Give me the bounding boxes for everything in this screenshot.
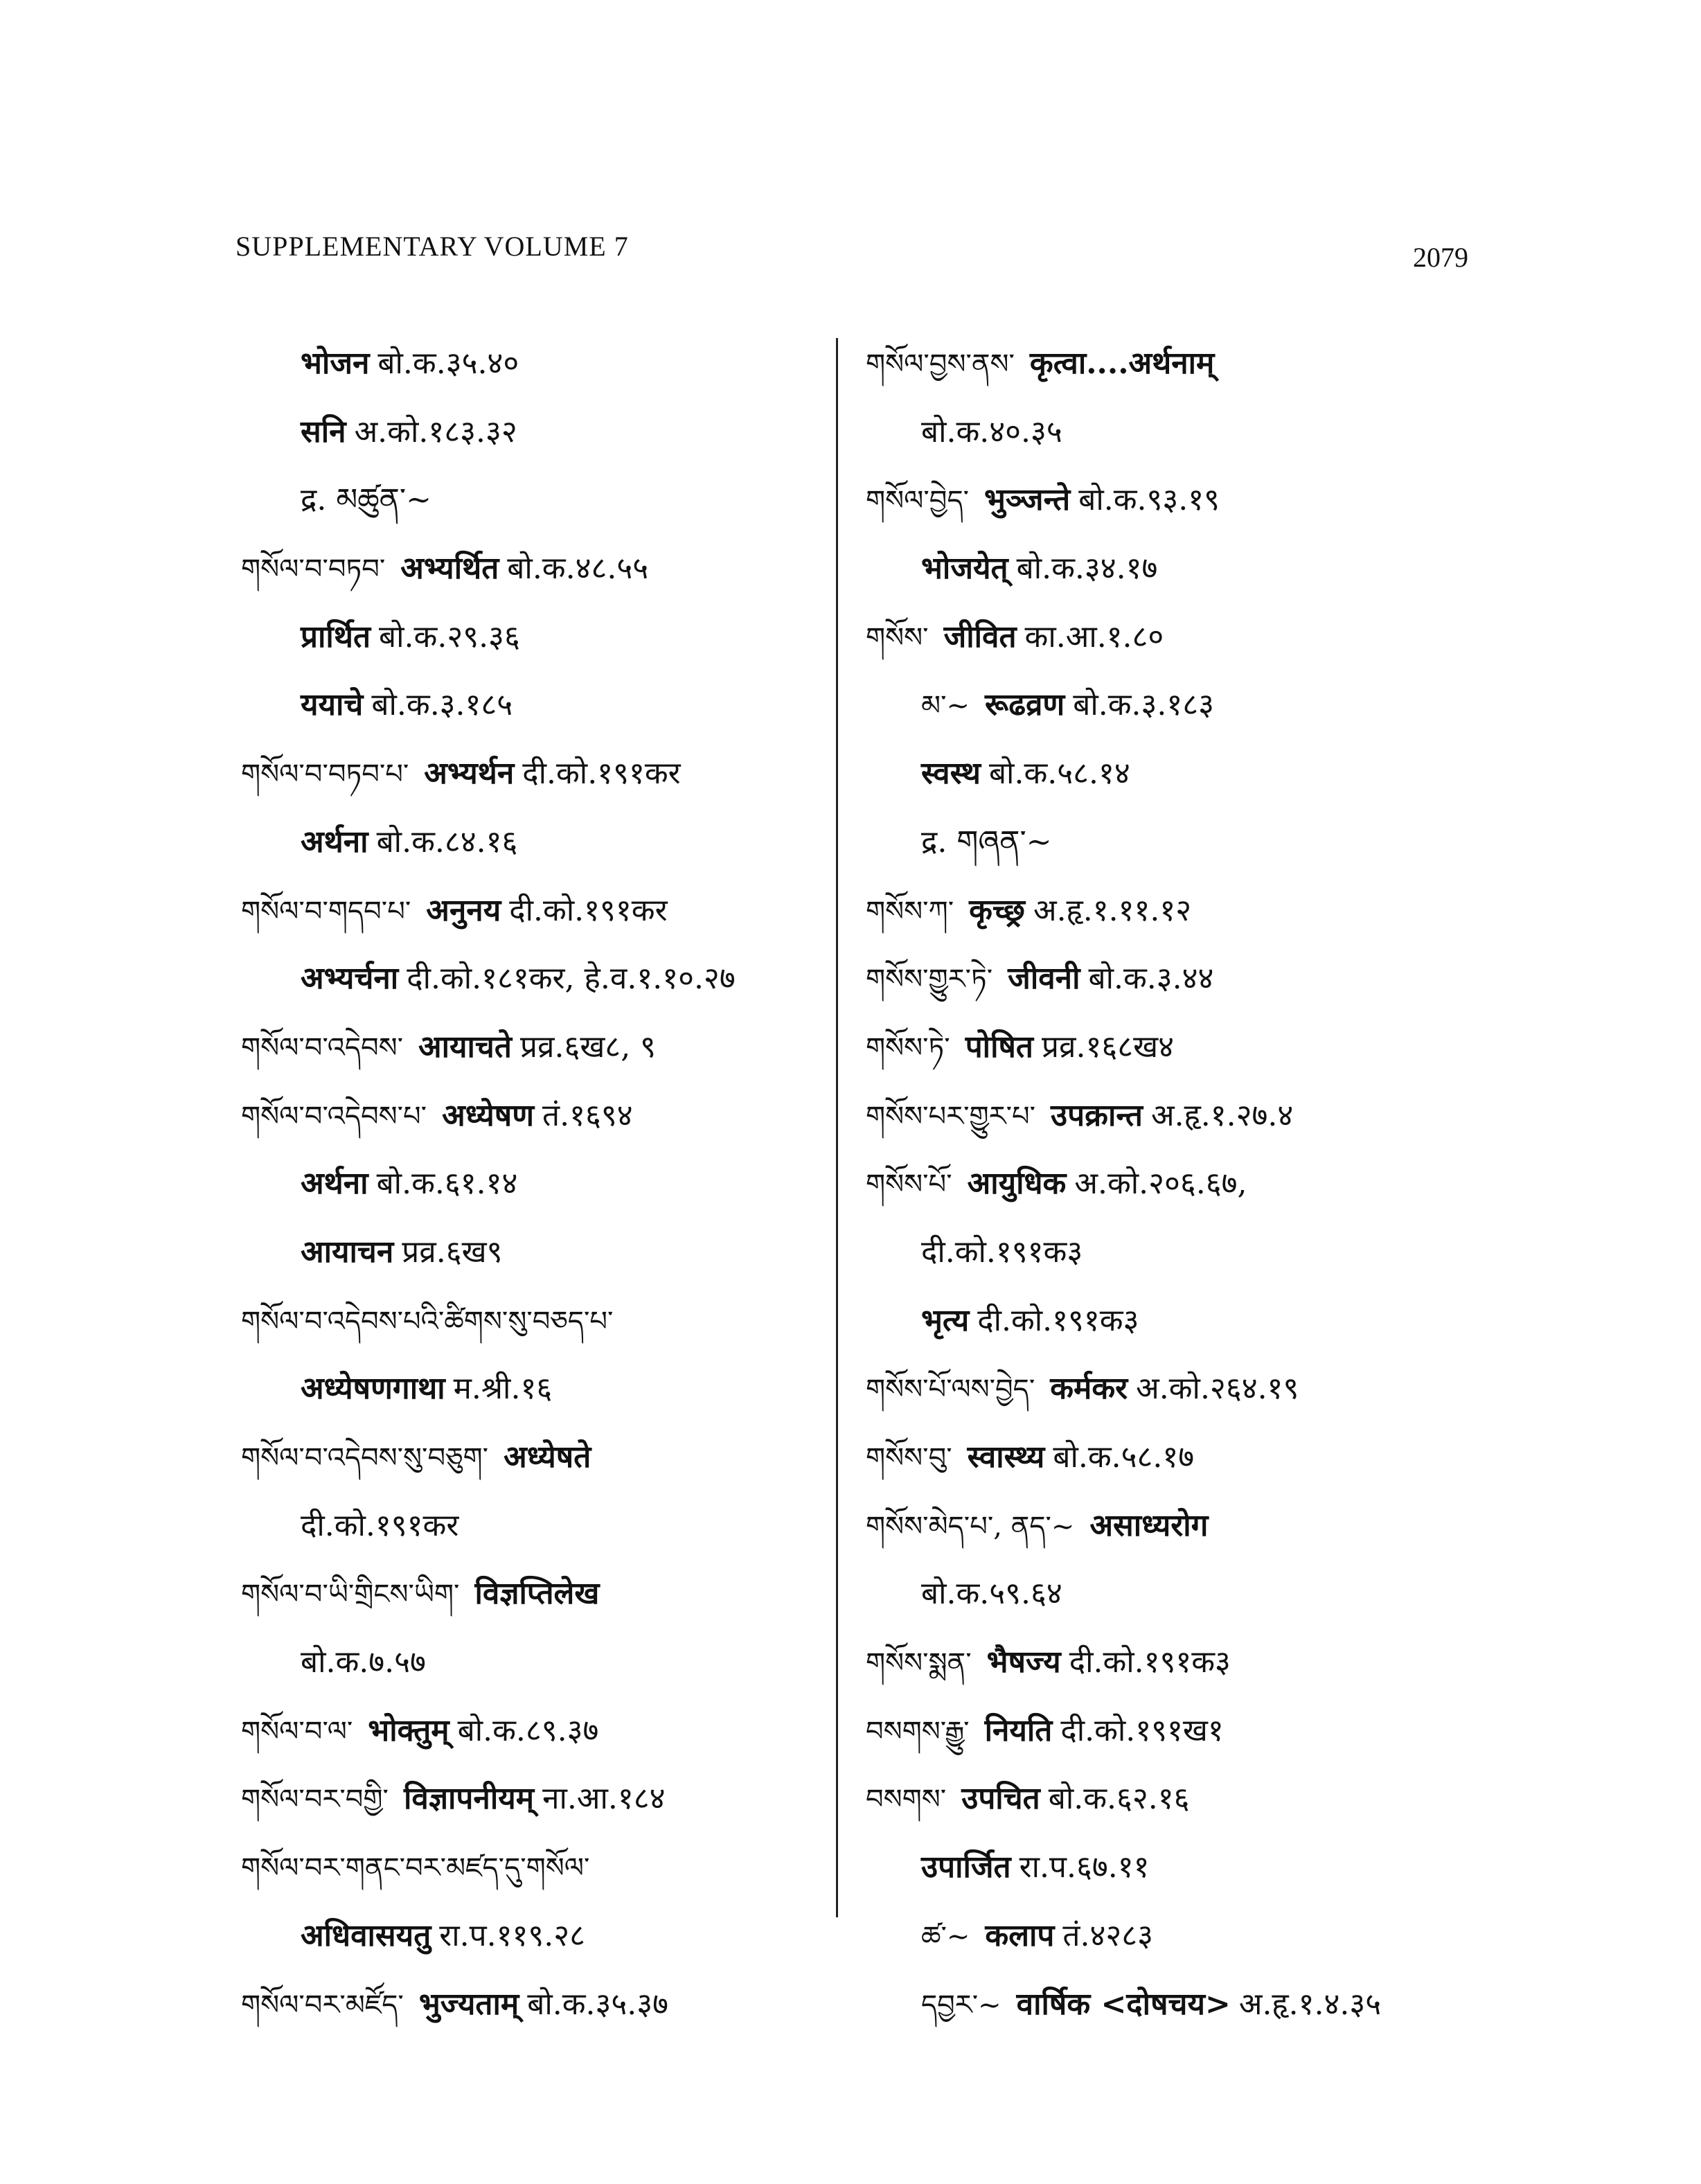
dictionary-entry xyxy=(241,1218,823,1287)
source-reference: बो.क.३.१८५ xyxy=(371,687,513,723)
tibetan-headword: གསོལ་བ་འདེབས་པའི་ཚིགས་སུ་བཅད་པ་ xyxy=(241,1305,614,1338)
source-reference: बो.क.३४.१७ xyxy=(1016,551,1158,587)
sanskrit-equivalent: कृच्छ्र xyxy=(969,892,1025,928)
sanskrit-equivalent: जीवित xyxy=(943,619,1017,655)
tibetan-headword: གསོལ་བ་འདེབས་སུ་བཅུག་ xyxy=(241,1442,489,1474)
dictionary-entry xyxy=(241,1013,823,1082)
dictionary-entry xyxy=(866,1492,1461,1561)
dictionary-entry xyxy=(241,1423,823,1492)
dictionary-entry xyxy=(866,1560,1461,1628)
tibetan-headword: དབྱར་~ xyxy=(921,1989,1001,2021)
dictionary-entry xyxy=(866,945,1461,1013)
tibetan-headword: གསོས་པོ་ལས་བྱེད་ xyxy=(866,1374,1035,1406)
tibetan-headword: གསོལ་བ་བཏབ་པ་ xyxy=(241,758,409,791)
sanskrit-equivalent: कर्मकर xyxy=(1050,1371,1128,1407)
dictionary-entry xyxy=(866,808,1461,877)
source-reference: का.आ.१.८० xyxy=(1024,619,1164,655)
source-reference: अ.हृ.१.२७.४ xyxy=(1150,1097,1294,1133)
source-reference: ना.आ.१८४ xyxy=(542,1781,666,1817)
source-reference: प्रव्र.१६८ख४ xyxy=(1041,1029,1174,1065)
sanskrit-equivalent: भोजन xyxy=(301,346,370,381)
dictionary-entry xyxy=(866,1628,1461,1697)
source-reference: रा.प.६७.११ xyxy=(1019,1849,1150,1885)
dictionary-entry xyxy=(241,740,823,808)
dictionary-entry xyxy=(866,330,1461,398)
sanskrit-equivalent: भैषज्य xyxy=(986,1644,1061,1680)
tibetan-headword: གསོལ་བ་བཏབ་ xyxy=(241,553,386,586)
dictionary-entry xyxy=(241,1628,823,1697)
sanskrit-equivalent: अध्येषण xyxy=(442,1097,535,1133)
source-reference: बो.क.३५.३७ xyxy=(527,1986,669,2022)
dictionary-entry xyxy=(241,330,823,398)
source-reference: अ.को.१८३.३२ xyxy=(354,414,517,450)
sanskrit-equivalent: अर्थना xyxy=(301,1166,368,1202)
source-reference: प्रव्र.६ख८, ९ xyxy=(519,1029,657,1065)
source-reference: दी.को.१९१कर xyxy=(509,892,668,928)
sanskrit-equivalent: अभ्यर्चना xyxy=(301,961,399,997)
dictionary-entry xyxy=(866,1902,1461,1971)
sanskrit-equivalent: आयाचते xyxy=(418,1029,512,1065)
source-reference: बो.क.५८.१७ xyxy=(1053,1439,1195,1475)
sanskrit-equivalent: पोषित xyxy=(965,1029,1033,1065)
dictionary-entry xyxy=(866,535,1461,603)
tibetan-headword: གསོས་བུ་ xyxy=(866,1442,952,1474)
sanskrit-equivalent: उपक्रान्त xyxy=(1051,1097,1143,1133)
dictionary-entry xyxy=(241,1971,823,2039)
source-reference: अ.को.२०६.६७, xyxy=(1074,1166,1247,1202)
sanskrit-equivalent: अध्येषणगाथा xyxy=(301,1371,445,1407)
dictionary-entry xyxy=(241,877,823,945)
sanskrit-equivalent: अधिवासयतु xyxy=(301,1917,431,1953)
tibetan-headword: གསོས་པར་གྱུར་པ་ xyxy=(866,1100,1036,1133)
source-reference: बो.क.३.१८३ xyxy=(1073,687,1215,723)
sanskrit-equivalent: अध्येषते xyxy=(504,1439,591,1475)
dictionary-entry xyxy=(866,1697,1461,1766)
source-reference: प्रव्र.६ख९ xyxy=(402,1234,503,1270)
sanskrit-equivalent: भुञ्जन्ते xyxy=(984,482,1071,518)
dictionary-entry xyxy=(241,1834,823,1902)
sanskrit-equivalent: स्वास्थ्य xyxy=(967,1439,1045,1475)
sanskrit-equivalent: कलाप xyxy=(985,1917,1055,1953)
tibetan-headword: གསོས་ཀ་ xyxy=(866,895,954,927)
tibetan-headword: གསོལ་བ་འདེབས་ xyxy=(241,1031,404,1064)
dictionary-entry xyxy=(241,603,823,672)
column-divider xyxy=(836,338,838,1917)
tibetan-headword: གསོས་ཏེ་ xyxy=(866,1031,950,1064)
dictionary-entry xyxy=(866,466,1461,535)
source-reference: द्र. གཞན་~ xyxy=(921,824,1052,860)
tibetan-headword: གསོས་མེད་པ་, ནད་~ xyxy=(866,1510,1075,1543)
sanskrit-equivalent: भोक्तुम् xyxy=(368,1712,449,1748)
sanskrit-equivalent: ययाचे xyxy=(301,687,364,723)
tibetan-headword: གསོལ་བར་བགྱི་ xyxy=(241,1784,389,1816)
running-title: SUPPLEMENTARY VOLUME 7 xyxy=(235,231,629,262)
sanskrit-equivalent: नियति xyxy=(984,1712,1053,1748)
sanskrit-equivalent: प्रार्थित xyxy=(301,619,371,655)
sanskrit-equivalent: अभ्यर्थित xyxy=(400,551,499,587)
dictionary-entry xyxy=(241,1560,823,1628)
tibetan-headword: གསོལ་བ་འདེབས་པ་ xyxy=(241,1100,427,1133)
source-reference: बो.क.४०.३५ xyxy=(921,414,1062,450)
tibetan-headword: གསོས་གྱུར་ཏེ་ xyxy=(866,964,993,996)
source-reference: बो.क.३.४४ xyxy=(1088,961,1214,997)
sanskrit-equivalent: उपचित xyxy=(961,1781,1040,1817)
tibetan-headword: གསོལ་བ་གདབ་པ་ xyxy=(241,895,411,927)
source-reference: बो.क.५९.६४ xyxy=(921,1576,1062,1612)
left-column xyxy=(241,330,823,2039)
page-number: 2079 xyxy=(1413,242,1468,273)
source-reference: बो.क.६१.१४ xyxy=(376,1166,518,1202)
source-reference: तं.१६९४ xyxy=(542,1097,633,1133)
dictionary-entry xyxy=(866,1150,1461,1218)
dictionary-entry xyxy=(241,398,823,467)
source-reference: बो.क.७.५७ xyxy=(301,1644,426,1680)
sanskrit-equivalent: अर्थना xyxy=(301,824,368,860)
source-reference: रा.प.११९.२८ xyxy=(439,1917,586,1953)
source-reference: दी.को.१९१क३ xyxy=(921,1234,1083,1270)
dictionary-entry xyxy=(241,1902,823,1971)
dictionary-entry xyxy=(241,1150,823,1218)
dictionary-entry xyxy=(866,877,1461,945)
source-reference: दी.को.१९१कर xyxy=(301,1507,459,1543)
dictionary-entry xyxy=(866,398,1461,467)
dictionary-entry xyxy=(241,1492,823,1561)
dictionary-entry xyxy=(866,1765,1461,1834)
dictionary-entry xyxy=(241,466,823,535)
source-reference: बो.क.५८.१४ xyxy=(988,756,1130,792)
sanskrit-equivalent: अभ्यर्थन xyxy=(424,756,515,792)
source-reference: अ.हृ.१.४.३५ xyxy=(1238,1986,1382,2022)
dictionary-entry xyxy=(866,1355,1461,1423)
dictionary-entry xyxy=(241,1765,823,1834)
dictionary-entry xyxy=(866,740,1461,808)
dictionary-entry xyxy=(241,1287,823,1356)
dictionary-entry xyxy=(241,535,823,603)
tibetan-headword: གསོལ་བྱེད་ xyxy=(866,485,969,517)
sanskrit-equivalent: उपार्जित xyxy=(921,1849,1011,1885)
source-reference: बो.क.९३.१९ xyxy=(1078,482,1220,518)
tibetan-headword: གསོལ་བར་གནང་བར་མཛད་དུ་གསོལ་ xyxy=(241,1852,590,1885)
sanskrit-equivalent: सनि xyxy=(301,414,346,450)
dictionary-entry xyxy=(241,1082,823,1151)
dictionary-entry xyxy=(866,1971,1461,2039)
source-reference: बो.क.६२.१६ xyxy=(1048,1781,1190,1817)
sanskrit-equivalent: असाध्यरोग xyxy=(1089,1507,1209,1543)
sanskrit-equivalent: जीवनी xyxy=(1008,961,1080,997)
right-column xyxy=(866,330,1461,2039)
dictionary-entry xyxy=(866,1287,1461,1356)
dictionary-entry xyxy=(866,1013,1461,1082)
sanskrit-equivalent: भोजयेत् xyxy=(921,551,1008,587)
sanskrit-equivalent: रूढव्रण xyxy=(985,687,1065,723)
source-reference: द्र. མཚུན་~ xyxy=(301,482,432,518)
source-reference: अ.को.२६४.१९ xyxy=(1136,1371,1299,1407)
sanskrit-equivalent: आयाचन xyxy=(301,1234,394,1270)
sanskrit-equivalent: अनुनय xyxy=(426,892,501,928)
tibetan-headword: གསོས་པོ་ xyxy=(866,1169,952,1201)
tibetan-headword: བསགས་རྒྱུ་ xyxy=(866,1715,970,1748)
tibetan-headword: གསོལ་བར་མཛོད་ xyxy=(241,1989,404,2021)
source-reference: बो.क.३५.४० xyxy=(377,346,519,381)
source-reference: दी.को.१९१ख१ xyxy=(1060,1712,1224,1748)
tibetan-headword: མ་~ xyxy=(921,690,970,722)
source-reference: तं.४२८३ xyxy=(1062,1917,1154,1953)
sanskrit-equivalent: आयुधिक xyxy=(967,1166,1067,1202)
sanskrit-equivalent: भृत्य xyxy=(921,1302,970,1338)
source-reference: बो.क.८९.३७ xyxy=(457,1712,599,1748)
sanskrit-equivalent: विज्ञापनीयम् xyxy=(403,1781,535,1817)
tibetan-headword: གསོས་ xyxy=(866,621,929,654)
source-reference: म.श्री.१६ xyxy=(453,1371,553,1407)
source-reference: दी.को.१९१क३ xyxy=(1069,1644,1231,1680)
sanskrit-equivalent: स्वस्थ xyxy=(921,756,981,792)
dictionary-entry xyxy=(866,603,1461,672)
dictionary-entry xyxy=(866,671,1461,740)
sanskrit-equivalent: वार्षिक <दोषचय> xyxy=(1016,1986,1231,2022)
tibetan-headword: གསོལ་བ་ཡི་གྲིངས་ཡིག་ xyxy=(241,1579,460,1611)
sanskrit-equivalent: कृत्वा....अर्थनाम् xyxy=(1029,346,1215,381)
sanskrit-equivalent: भुज्यताम् xyxy=(418,1986,519,2022)
dictionary-entry xyxy=(866,1423,1461,1492)
dictionary-entry xyxy=(241,808,823,877)
dictionary-entry xyxy=(241,945,823,1013)
dictionary-entry xyxy=(866,1218,1461,1287)
source-reference: दी.को.१९१क३ xyxy=(977,1302,1139,1338)
tibetan-headword: གསོལ་བ་ལ་ xyxy=(241,1715,353,1748)
source-reference: दी.को.१९१कर xyxy=(522,756,681,792)
source-reference: बो.क.२९.३६ xyxy=(379,619,520,655)
source-reference: दी.को.१८१कर, हे.व.१.१०.२७ xyxy=(407,961,736,997)
source-reference: बो.क.४८.५५ xyxy=(507,551,649,587)
tibetan-headword: བསགས་ xyxy=(866,1784,947,1816)
dictionary-entry xyxy=(241,1697,823,1766)
tibetan-headword: གསོས་སྨན་ xyxy=(866,1647,972,1680)
dictionary-entry xyxy=(866,1834,1461,1902)
source-reference: बो.क.८४.१६ xyxy=(376,824,518,860)
tibetan-headword: ཚ་~ xyxy=(921,1920,970,1953)
tibetan-headword: གསོལ་བྱས་ནས་ xyxy=(866,348,1015,380)
sanskrit-equivalent: विज्ञप्तिलेख xyxy=(474,1576,600,1612)
source-reference: अ.हृ.१.११.१२ xyxy=(1033,892,1192,928)
dictionary-entry xyxy=(866,1082,1461,1151)
dictionary-entry xyxy=(241,671,823,740)
dictionary-entry xyxy=(241,1355,823,1423)
